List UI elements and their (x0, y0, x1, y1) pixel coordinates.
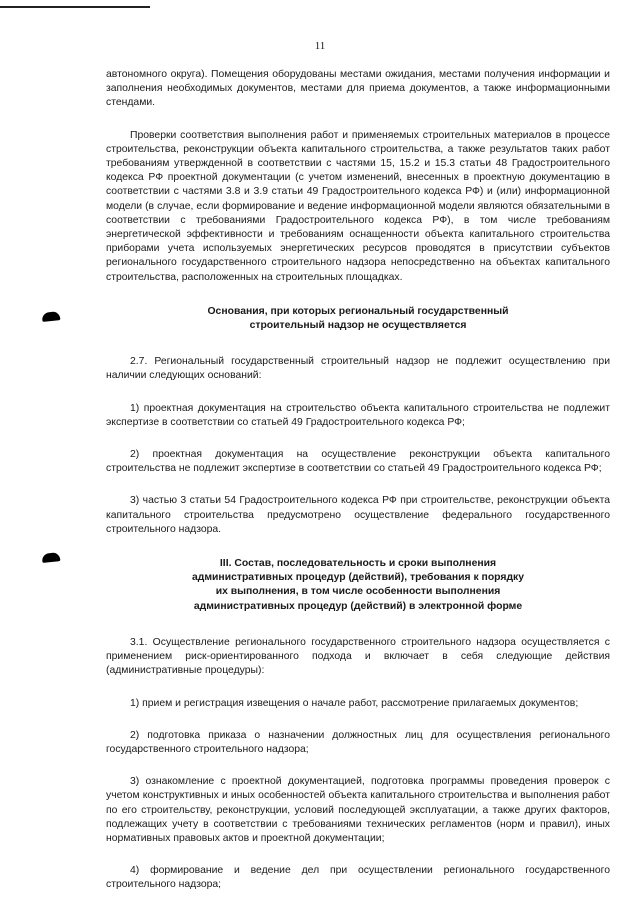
section-heading-iii-line-4: административных процедур (действий) в электронной форме (193, 600, 523, 612)
section-heading-iii-line-2: административных процедур (действий), требования к порядку (191, 572, 525, 584)
section-heading-grounds (106, 305, 610, 333)
clause-3-1-item-1: 1) прием и регистрация извещения о начале работ, рассмотрение прилагаемых документов; (130, 697, 579, 709)
section-heading-iii-line-3: их выполнения, в том числе особенности выполнения (215, 586, 501, 598)
clause-2-7-intro: 2.7. Региональный государственный строительный надзор не подлежит осуществлению при наличии следующих оснований: (106, 356, 610, 382)
clause-3-1-item-2: 2) подготовка приказа о назначении должностных лиц для осуществления регионального государственного строительного надзора; (106, 729, 610, 755)
clause-2-7-item-1: 1) проектная документация на строительство объекта капитального строительства не подлежит экспертизе в соответствии со статьей 49 Градостроительного кодекса РФ; (106, 402, 610, 428)
clause-3-1-intro: 3.1. Осуществление регионального государственного строительного надзора осуществляется с применением риск-ориентированного подхода и включает в себя следующие действия (административные процедуры): (106, 636, 610, 677)
punch-hole-mark-bottom (42, 552, 61, 563)
clause-2-7-item-2: 2) проектная документация на осуществление реконструкции объекта капитального строительства не подлежит экспертизе в соответствии со статьей 49 Градостроительного кодекса РФ; (106, 449, 610, 475)
section-heading-iii-line-1: III. Состав, последовательность и сроки выполнения (219, 558, 497, 570)
section-heading-grounds-line-2: строительный надзор не осуществляется (249, 320, 467, 332)
paragraph-continuation: автономного округа). Помещения оборудованы местами ожидания, местами получения информации и заполнения необходимых документов, местами для приема документов, а также информационными стендами. (106, 69, 610, 109)
section-heading-grounds-line-1: Основания, при которых региональный государственный (207, 305, 509, 317)
punch-hole-mark-top (42, 311, 61, 322)
paragraph-inspections: Проверки соответствия выполнения работ и применяемых строительных материалов в процессе строительства, реконструкции объекта капитального строительства, а также результатов таких работ требованиям утвержденной в соответствии с частями 15, 15.2 и 15.3 статьи 48 Градостроительного кодекса РФ проектной документации (с учетом изменений, внесенных в проектную документацию в соответствии с частями 3.8 и 3.9 статьи 49 Градостроительного кодекса РФ) и (или) информационной модели (в случае, если формирование и ведение информационной модели являются обязательными в соответствии с требованиями Градостроительного кодекса РФ), в том числе требованиям энергетической эффективности и требованиям оснащенности объекта капитального строительства приборами учета используемых энергетических ресурсов проводятся в присутствии субъектов регионального государственного строительного надзора непосредственно на объектах капитального строительства, расположенных на строительных площадках. (106, 129, 610, 283)
clause-2-7-item-3: 3) частью 3 статьи 54 Градостроительного кодекса РФ при строительстве, реконструкции объекта капитального строительства предусмотрено осуществление федерального государственного строительного надзора. (106, 495, 610, 535)
page-number: 11 (314, 40, 326, 52)
section-heading-iii (106, 557, 610, 614)
clause-3-1-item-3: 3) ознакомление с проектной документацией, подготовка программы проведения проверок с учетом конструктивных и иных особенностей объекта капитального строительства и выполнения работ по его строительству, реконструкции, условий последующей эксплуатации, а также других факторов, подлежащих учету в соответствии с требованиями технических регламентов (норм и правил), иных нормативных правовых актов и проектной документации; (106, 776, 610, 844)
document-body (106, 68, 610, 893)
clause-3-1-item-4: 4) формирование и ведение дел при осуществлении регионального государственного строительного надзора; (106, 865, 610, 891)
top-edge-line (0, 6, 150, 8)
